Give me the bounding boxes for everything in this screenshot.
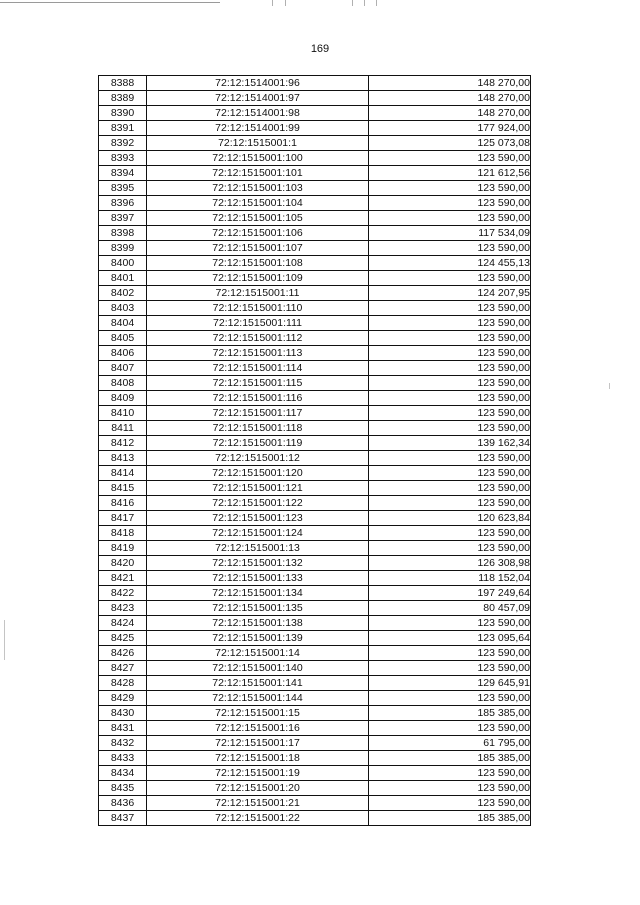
- cadastral-number-cell: 72:12:1515001:20: [147, 781, 369, 796]
- cadastral-number-cell: 72:12:1515001:21: [147, 796, 369, 811]
- cadastral-number-cell: 72:12:1515001:139: [147, 631, 369, 646]
- table-row: [99, 406, 531, 421]
- table-row: [99, 541, 531, 556]
- value-cell: 120 623,84: [369, 511, 531, 526]
- cadastral-number-cell: 72:12:1515001:117: [147, 406, 369, 421]
- value-cell: 123 590,00: [369, 241, 531, 256]
- table-row: [99, 676, 531, 691]
- row-number-cell: 8403: [99, 301, 147, 316]
- cadastral-number-cell: 72:12:1515001:121: [147, 481, 369, 496]
- row-number-cell: 8418: [99, 526, 147, 541]
- value-cell: 123 590,00: [369, 796, 531, 811]
- row-number-cell: 8390: [99, 106, 147, 121]
- cadastral-number-cell: 72:12:1515001:141: [147, 676, 369, 691]
- row-number-cell: 8422: [99, 586, 147, 601]
- table-row: [99, 331, 531, 346]
- scan-artifact-tick: [272, 0, 273, 6]
- table-row: [99, 691, 531, 706]
- table-row: [99, 571, 531, 586]
- value-cell: 148 270,00: [369, 76, 531, 91]
- value-cell: 123 590,00: [369, 691, 531, 706]
- cadastral-number-cell: 72:12:1515001:101: [147, 166, 369, 181]
- value-cell: 123 590,00: [369, 781, 531, 796]
- row-number-cell: 8434: [99, 766, 147, 781]
- value-cell: 148 270,00: [369, 91, 531, 106]
- row-number-cell: 8423: [99, 601, 147, 616]
- value-cell: 123 590,00: [369, 646, 531, 661]
- table-row: [99, 466, 531, 481]
- value-cell: 148 270,00: [369, 106, 531, 121]
- row-number-cell: 8408: [99, 376, 147, 391]
- table-row: [99, 106, 531, 121]
- row-number-cell: 8397: [99, 211, 147, 226]
- row-number-cell: 8393: [99, 151, 147, 166]
- cadastral-number-cell: 72:12:1515001:122: [147, 496, 369, 511]
- value-cell: 124 455,13: [369, 256, 531, 271]
- row-number-cell: 8398: [99, 226, 147, 241]
- value-cell: 123 590,00: [369, 721, 531, 736]
- table-row: [99, 256, 531, 271]
- row-number-cell: 8409: [99, 391, 147, 406]
- value-cell: 177 924,00: [369, 121, 531, 136]
- cadastral-number-cell: 72:12:1515001:135: [147, 601, 369, 616]
- table-row: [99, 811, 531, 826]
- table-row: [99, 286, 531, 301]
- table-row: [99, 451, 531, 466]
- table-row: [99, 91, 531, 106]
- cadastral-number-cell: 72:12:1514001:96: [147, 76, 369, 91]
- value-cell: 185 385,00: [369, 706, 531, 721]
- row-number-cell: 8435: [99, 781, 147, 796]
- cadastral-number-cell: 72:12:1515001:124: [147, 526, 369, 541]
- row-number-cell: 8427: [99, 661, 147, 676]
- value-cell: 123 590,00: [369, 496, 531, 511]
- row-number-cell: 8424: [99, 616, 147, 631]
- value-cell: 129 645,91: [369, 676, 531, 691]
- page-number: 169: [310, 43, 330, 55]
- table-row: [99, 796, 531, 811]
- value-cell: 123 590,00: [369, 481, 531, 496]
- cadastral-number-cell: 72:12:1515001:104: [147, 196, 369, 211]
- table-row: [99, 241, 531, 256]
- table-row: [99, 751, 531, 766]
- table-row: [99, 316, 531, 331]
- row-number-cell: 8429: [99, 691, 147, 706]
- value-cell: 61 795,00: [369, 736, 531, 751]
- table-row: [99, 76, 531, 91]
- value-cell: 126 308,98: [369, 556, 531, 571]
- cadastral-number-cell: 72:12:1515001:134: [147, 586, 369, 601]
- row-number-cell: 8417: [99, 511, 147, 526]
- cadastral-number-cell: 72:12:1515001:11: [147, 286, 369, 301]
- table-row: [99, 226, 531, 241]
- cadastral-number-cell: 72:12:1515001:118: [147, 421, 369, 436]
- value-cell: 125 073,08: [369, 136, 531, 151]
- cadastral-number-cell: 72:12:1515001:113: [147, 346, 369, 361]
- cadastral-number-cell: 72:12:1515001:100: [147, 151, 369, 166]
- table-row: [99, 496, 531, 511]
- cadastral-number-cell: 72:12:1514001:97: [147, 91, 369, 106]
- cadastral-number-cell: 72:12:1515001:22: [147, 811, 369, 826]
- cadastral-number-cell: 72:12:1515001:108: [147, 256, 369, 271]
- row-number-cell: 8416: [99, 496, 147, 511]
- cadastral-number-cell: 72:12:1515001:112: [147, 331, 369, 346]
- table-row: [99, 376, 531, 391]
- cadastral-number-cell: 72:12:1514001:98: [147, 106, 369, 121]
- value-cell: 123 590,00: [369, 661, 531, 676]
- value-cell: 123 590,00: [369, 526, 531, 541]
- row-number-cell: 8389: [99, 91, 147, 106]
- row-number-cell: 8405: [99, 331, 147, 346]
- cadastral-number-cell: 72:12:1515001:114: [147, 361, 369, 376]
- cadastral-number-cell: 72:12:1514001:99: [147, 121, 369, 136]
- value-cell: 123 590,00: [369, 316, 531, 331]
- value-cell: 80 457,09: [369, 601, 531, 616]
- table-row: [99, 721, 531, 736]
- table-row: [99, 646, 531, 661]
- cadastral-number-cell: 72:12:1515001:106: [147, 226, 369, 241]
- value-cell: 123 590,00: [369, 466, 531, 481]
- row-number-cell: 8401: [99, 271, 147, 286]
- cadastral-number-cell: 72:12:1515001:140: [147, 661, 369, 676]
- scan-artifact-top-line: [0, 2, 220, 3]
- row-number-cell: 8396: [99, 196, 147, 211]
- row-number-cell: 8428: [99, 676, 147, 691]
- table-row: [99, 706, 531, 721]
- scan-artifact-tick: [364, 0, 365, 6]
- cadastral-number-cell: 72:12:1515001:12: [147, 451, 369, 466]
- row-number-cell: 8410: [99, 406, 147, 421]
- table-row: [99, 556, 531, 571]
- cadastral-number-cell: 72:12:1515001:14: [147, 646, 369, 661]
- value-cell: 121 612,56: [369, 166, 531, 181]
- cadastral-number-cell: 72:12:1515001:115: [147, 376, 369, 391]
- cadastral-number-cell: 72:12:1515001:107: [147, 241, 369, 256]
- value-cell: 123 590,00: [369, 331, 531, 346]
- row-number-cell: 8391: [99, 121, 147, 136]
- scan-artifact-tick: [285, 0, 286, 6]
- table-row: [99, 511, 531, 526]
- row-number-cell: 8421: [99, 571, 147, 586]
- table-row: [99, 616, 531, 631]
- row-number-cell: 8431: [99, 721, 147, 736]
- row-number-cell: 8426: [99, 646, 147, 661]
- value-cell: 123 590,00: [369, 301, 531, 316]
- value-cell: 185 385,00: [369, 811, 531, 826]
- table-row: [99, 586, 531, 601]
- cadastral-number-cell: 72:12:1515001:132: [147, 556, 369, 571]
- value-cell: 123 590,00: [369, 421, 531, 436]
- value-cell: 123 590,00: [369, 211, 531, 226]
- row-number-cell: 8415: [99, 481, 147, 496]
- cadastral-number-cell: 72:12:1515001:119: [147, 436, 369, 451]
- value-cell: 185 385,00: [369, 751, 531, 766]
- row-number-cell: 8432: [99, 736, 147, 751]
- value-cell: 197 249,64: [369, 586, 531, 601]
- scan-artifact-margin-mark: [4, 620, 5, 660]
- value-cell: 123 590,00: [369, 616, 531, 631]
- table-row: [99, 151, 531, 166]
- value-cell: 123 590,00: [369, 451, 531, 466]
- row-number-cell: 8430: [99, 706, 147, 721]
- scan-artifact-tick: [376, 0, 377, 6]
- value-cell: 139 162,34: [369, 436, 531, 451]
- cadastral-number-cell: 72:12:1515001:18: [147, 751, 369, 766]
- value-cell: 123 590,00: [369, 271, 531, 286]
- row-number-cell: 8412: [99, 436, 147, 451]
- row-number-cell: 8394: [99, 166, 147, 181]
- table-row: [99, 166, 531, 181]
- cadastral-number-cell: 72:12:1515001:144: [147, 691, 369, 706]
- cadastral-number-cell: 72:12:1515001:17: [147, 736, 369, 751]
- scan-artifact-margin-mark: [609, 383, 610, 389]
- cadastral-number-cell: 72:12:1515001:1: [147, 136, 369, 151]
- row-number-cell: 8392: [99, 136, 147, 151]
- value-cell: 123 590,00: [369, 766, 531, 781]
- row-number-cell: 8402: [99, 286, 147, 301]
- row-number-cell: 8436: [99, 796, 147, 811]
- table-row: [99, 526, 531, 541]
- value-cell: 117 534,09: [369, 226, 531, 241]
- table-row: [99, 271, 531, 286]
- table-row: [99, 361, 531, 376]
- table-row: [99, 736, 531, 751]
- cadastral-number-cell: 72:12:1515001:120: [147, 466, 369, 481]
- table-body: [99, 76, 531, 826]
- row-number-cell: 8400: [99, 256, 147, 271]
- row-number-cell: 8407: [99, 361, 147, 376]
- cadastral-number-cell: 72:12:1515001:138: [147, 616, 369, 631]
- cadastral-number-cell: 72:12:1515001:110: [147, 301, 369, 316]
- value-cell: 123 095,64: [369, 631, 531, 646]
- row-number-cell: 8406: [99, 346, 147, 361]
- cadastral-value-table: [98, 75, 531, 826]
- cadastral-number-cell: 72:12:1515001:16: [147, 721, 369, 736]
- table-row: [99, 346, 531, 361]
- value-cell: 123 590,00: [369, 151, 531, 166]
- table-row: [99, 121, 531, 136]
- row-number-cell: 8388: [99, 76, 147, 91]
- row-number-cell: 8419: [99, 541, 147, 556]
- table-row: [99, 781, 531, 796]
- row-number-cell: 8425: [99, 631, 147, 646]
- row-number-cell: 8399: [99, 241, 147, 256]
- table-row: [99, 421, 531, 436]
- cadastral-number-cell: 72:12:1515001:111: [147, 316, 369, 331]
- table-row: [99, 436, 531, 451]
- table-row: [99, 601, 531, 616]
- row-number-cell: 8411: [99, 421, 147, 436]
- table-row: [99, 631, 531, 646]
- table-row: [99, 196, 531, 211]
- value-cell: 123 590,00: [369, 346, 531, 361]
- value-cell: 124 207,95: [369, 286, 531, 301]
- row-number-cell: 8437: [99, 811, 147, 826]
- cadastral-number-cell: 72:12:1515001:15: [147, 706, 369, 721]
- cadastral-number-cell: 72:12:1515001:105: [147, 211, 369, 226]
- row-number-cell: 8404: [99, 316, 147, 331]
- value-cell: 123 590,00: [369, 391, 531, 406]
- row-number-cell: 8413: [99, 451, 147, 466]
- table-row: [99, 661, 531, 676]
- scan-artifact-tick: [352, 0, 353, 6]
- value-cell: 123 590,00: [369, 406, 531, 421]
- table-row: [99, 136, 531, 151]
- row-number-cell: 8433: [99, 751, 147, 766]
- cadastral-number-cell: 72:12:1515001:116: [147, 391, 369, 406]
- value-cell: 118 152,04: [369, 571, 531, 586]
- cadastral-number-cell: 72:12:1515001:109: [147, 271, 369, 286]
- cadastral-number-cell: 72:12:1515001:19: [147, 766, 369, 781]
- cadastral-number-cell: 72:12:1515001:13: [147, 541, 369, 556]
- table-row: [99, 391, 531, 406]
- row-number-cell: 8395: [99, 181, 147, 196]
- value-cell: 123 590,00: [369, 541, 531, 556]
- row-number-cell: 8414: [99, 466, 147, 481]
- table-row: [99, 211, 531, 226]
- cadastral-number-cell: 72:12:1515001:123: [147, 511, 369, 526]
- table-row: [99, 301, 531, 316]
- cadastral-number-cell: 72:12:1515001:103: [147, 181, 369, 196]
- value-cell: 123 590,00: [369, 376, 531, 391]
- cadastral-number-cell: 72:12:1515001:133: [147, 571, 369, 586]
- table-row: [99, 766, 531, 781]
- row-number-cell: 8420: [99, 556, 147, 571]
- table-row: [99, 481, 531, 496]
- value-cell: 123 590,00: [369, 181, 531, 196]
- table-row: [99, 181, 531, 196]
- value-cell: 123 590,00: [369, 361, 531, 376]
- value-cell: 123 590,00: [369, 196, 531, 211]
